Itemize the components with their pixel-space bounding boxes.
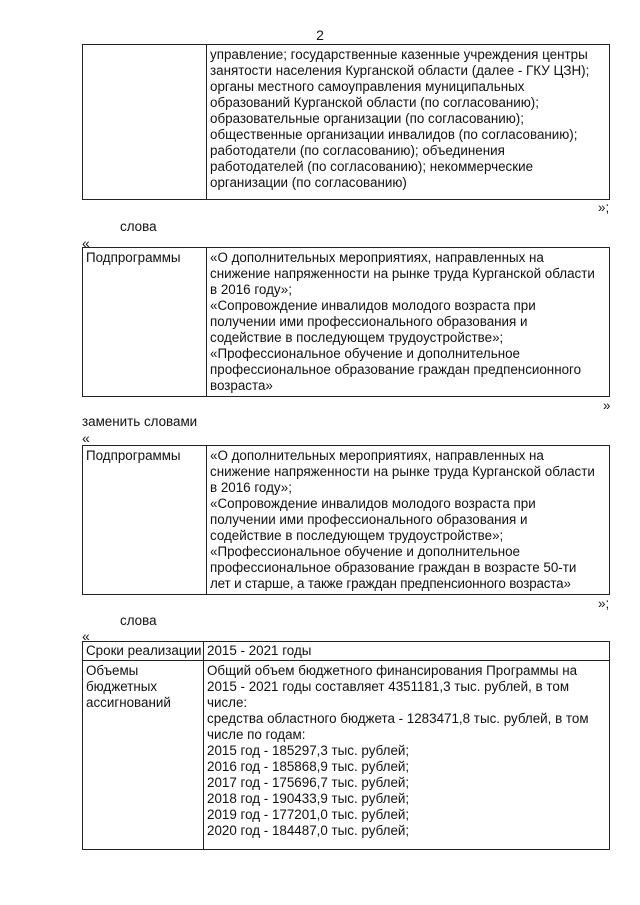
table-row bbox=[83, 642, 610, 661]
text-line: образований Курганской области (по согласованию); bbox=[210, 95, 539, 110]
opening-quote: « bbox=[82, 235, 90, 251]
text-line: получении ими профессионального образования и bbox=[210, 512, 528, 527]
text-line: образовательные организации (по согласованию); bbox=[210, 111, 524, 126]
table2-right-cell bbox=[207, 248, 610, 397]
closing-quote: »; bbox=[598, 596, 610, 611]
text-line: бюджетных bbox=[86, 679, 158, 694]
page-number: 2 bbox=[316, 27, 324, 43]
text-line: содействие в последующем трудоустройстве»; bbox=[210, 528, 504, 543]
table-subprograms-old bbox=[82, 247, 610, 397]
table-continuation bbox=[82, 44, 610, 200]
opening-quote: « bbox=[82, 628, 90, 644]
text-line: содействие в последующем трудоустройстве»; bbox=[210, 330, 504, 345]
text-line: занятости населения Курганской области (далее - ГКУ ЦЗН); bbox=[210, 63, 590, 78]
text-line: организации (по согласованию) bbox=[210, 175, 407, 190]
text-line: «Сопровождение инвалидов молодого возраста при bbox=[210, 496, 536, 511]
table-row bbox=[83, 248, 610, 397]
table3-right-cell bbox=[207, 446, 610, 595]
text-line: «Профессиональное обучение и дополнительное bbox=[210, 346, 520, 361]
text-line: 2020 год - 184487,0 тыс. рублей; bbox=[207, 823, 410, 838]
text-line: профессиональное образование граждан в возрасте 50-ти bbox=[210, 560, 577, 575]
table-row bbox=[83, 45, 610, 200]
text-line: Объемы bbox=[86, 663, 139, 678]
closing-quote: » bbox=[603, 398, 611, 413]
text-line: в 2016 году»; bbox=[210, 282, 292, 297]
text-line: профессиональное образование граждан предпенсионного bbox=[210, 362, 582, 377]
text-line: работодатели (по согласованию); объединения bbox=[210, 143, 505, 158]
text-line: снижение напряженности на рынке труда Курганской области bbox=[210, 266, 595, 281]
word-slova: слова bbox=[120, 219, 157, 234]
table-row bbox=[83, 446, 610, 595]
table1-left-cell bbox=[83, 45, 207, 200]
text-line: 2017 год - 175696,7 тыс. рублей; bbox=[207, 775, 410, 790]
text-line: 2015 год - 185297,3 тыс. рублей; bbox=[207, 743, 410, 758]
text-line: средства областного бюджета - 1283471,8 тыс. рублей, в том bbox=[207, 711, 589, 726]
text-line: Общий объем бюджетного финансирования Программы на bbox=[207, 663, 578, 678]
text-line: работодателей (по согласованию); некоммерческие bbox=[210, 159, 534, 174]
word-slova: слова bbox=[120, 613, 157, 628]
text-line: 2016 год - 185868,9 тыс. рублей; bbox=[207, 759, 410, 774]
text-line: получении ими профессионального образования и bbox=[210, 314, 528, 329]
text-line: «О дополнительных мероприятиях, направленных на bbox=[210, 250, 544, 265]
text-line: «Профессиональное обучение и дополнительное bbox=[210, 544, 520, 559]
text-line: ассигнований bbox=[86, 695, 171, 710]
table-row bbox=[83, 661, 610, 850]
text-line: возраста» bbox=[210, 378, 273, 393]
text-line: «Сопровождение инвалидов молодого возраста при bbox=[210, 298, 536, 313]
table4-row1-left: Сроки реализации bbox=[83, 642, 204, 661]
text-line: «О дополнительных мероприятиях, направленных на bbox=[210, 448, 544, 463]
table3-left-cell: Подпрограммы bbox=[83, 446, 207, 595]
table-subprograms-new bbox=[82, 445, 610, 595]
text-line: снижение напряженности на рынке труда Курганской области bbox=[210, 464, 595, 479]
text-line: лет и старше, а также граждан предпенсионного возраста» bbox=[210, 576, 571, 591]
replace-with-words: заменить словами bbox=[82, 414, 198, 429]
text-line: общественные организации инвалидов (по согласованию); bbox=[210, 127, 578, 142]
table4-row2-right bbox=[204, 661, 610, 850]
table4-row2-left bbox=[83, 661, 204, 850]
text-line: 2018 год - 190433,9 тыс. рублей; bbox=[207, 791, 410, 806]
table-terms-budget bbox=[82, 641, 610, 850]
text-line: 2015 - 2021 годы составляет 4351181,3 тыс. рублей, в том bbox=[207, 679, 570, 694]
closing-quote: »; bbox=[598, 200, 610, 215]
text-line: 2019 год - 177201,0 тыс. рублей; bbox=[207, 807, 410, 822]
table1-right-cell bbox=[207, 45, 610, 200]
text-line: органы местного самоуправления муниципальных bbox=[210, 79, 525, 94]
table2-left-cell: Подпрограммы bbox=[83, 248, 207, 397]
opening-quote: « bbox=[82, 430, 90, 446]
text-line: числе по годам: bbox=[207, 727, 306, 742]
text-line: в 2016 году»; bbox=[210, 480, 292, 495]
table4-row1-right: 2015 - 2021 годы bbox=[204, 642, 610, 661]
text-line: управление; государственные казенные учреждения центры bbox=[210, 47, 588, 62]
text-line: числе: bbox=[207, 695, 248, 710]
